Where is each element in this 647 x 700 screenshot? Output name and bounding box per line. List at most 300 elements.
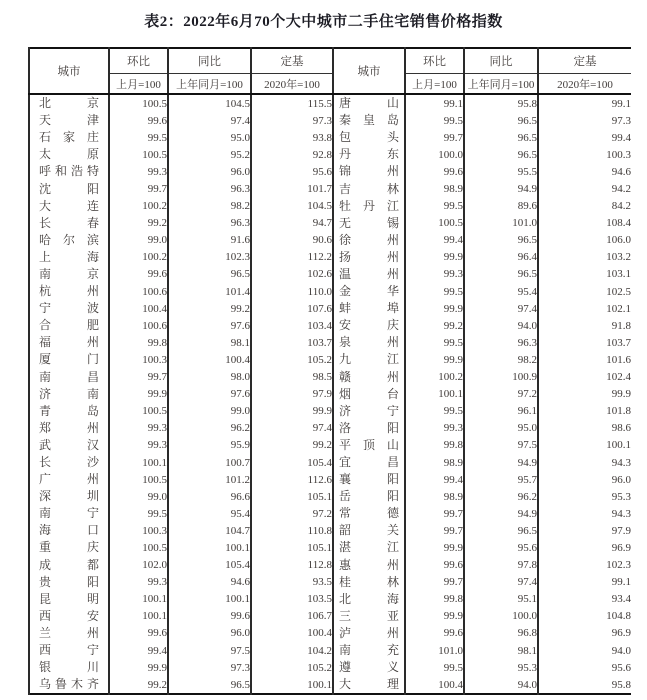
yoy-value-right: 95.4 [464,283,538,300]
yoy-value-right: 95.0 [464,420,538,437]
table-row [29,215,631,232]
city-cell-right [333,676,405,694]
city-name-right: 韶关 [339,523,399,538]
yoy-value-right: 94.9 [464,180,538,197]
city-name-left: 西宁 [39,643,99,658]
mom-value-left: 99.6 [109,625,168,642]
yoy-value-left: 101.4 [168,283,251,300]
city-name-right: 牡丹江 [339,198,399,213]
yoy-value-right: 95.6 [464,539,538,556]
yoy-value-right: 97.2 [464,386,538,403]
mom-value-left: 99.3 [109,163,168,180]
mom-value-left: 99.5 [109,129,168,146]
city-name-left: 乌鲁木齐 [39,677,99,692]
yoy-value-left: 100.7 [168,454,251,471]
base-value-left: 99.9 [251,403,333,420]
yoy-value-left: 99.0 [168,403,251,420]
base-value-right: 104.8 [538,608,631,625]
city-cell-left [29,300,109,317]
base-value-left: 100.1 [251,676,333,694]
yoy-value-left: 96.3 [168,180,251,197]
city-cell-left [29,488,109,505]
city-name-right: 秦皇岛 [339,113,399,128]
base-value-left: 99.2 [251,437,333,454]
city-name-left: 哈尔滨 [39,232,99,247]
base-value-right: 94.2 [538,180,631,197]
yoy-value-left: 96.6 [168,488,251,505]
yoy-value-left: 98.1 [168,334,251,351]
yoy-value-right: 94.9 [464,454,538,471]
city-cell-right [333,608,405,625]
base-value-left: 97.4 [251,420,333,437]
base-value-right: 101.8 [538,403,631,420]
mom-value-left: 99.6 [109,112,168,129]
city-name-right: 吉林 [339,181,399,196]
yoy-value-right: 97.5 [464,437,538,454]
city-name-left: 南京 [39,266,99,281]
yoy-value-right: 94.9 [464,505,538,522]
city-cell-right [333,557,405,574]
city-name-left: 合肥 [39,318,99,333]
mom-value-left: 100.5 [109,146,168,163]
mom-value-left: 100.4 [109,300,168,317]
col-header-city-right: 城市 [333,48,405,94]
mom-value-left: 100.5 [109,94,168,112]
mom-value-left: 100.6 [109,283,168,300]
table-row [29,283,631,300]
yoy-value-left: 97.6 [168,317,251,334]
mom-value-left: 100.6 [109,317,168,334]
city-cell-right [333,283,405,300]
mom-value-right: 99.5 [405,198,464,215]
city-cell-left [29,471,109,488]
city-cell-right [333,232,405,249]
city-name-left: 重庆 [39,540,99,555]
city-cell-right [333,505,405,522]
yoy-value-left: 95.4 [168,505,251,522]
table-row [29,112,631,129]
table-row [29,608,631,625]
city-cell-left [29,249,109,266]
yoy-value-right: 96.5 [464,112,538,129]
mom-value-left: 100.3 [109,351,168,368]
yoy-value-right: 98.1 [464,642,538,659]
yoy-value-left: 91.6 [168,232,251,249]
city-name-right: 赣州 [339,369,399,384]
base-value-right: 96.9 [538,625,631,642]
base-value-left: 105.1 [251,488,333,505]
city-cell-right [333,129,405,146]
city-name-left: 昆明 [39,591,99,606]
mom-value-left: 100.2 [109,198,168,215]
city-cell-left [29,386,109,403]
mom-value-right: 99.1 [405,94,464,112]
city-name-left: 天津 [39,113,99,128]
table-row [29,317,631,334]
city-name-left: 厦门 [39,352,99,367]
table-row [29,505,631,522]
city-name-right: 安庆 [339,318,399,333]
mom-value-right: 99.9 [405,351,464,368]
col-subheader-base-left: 2020年=100 [251,74,333,95]
city-name-left: 郑州 [39,420,99,435]
base-value-right: 91.8 [538,317,631,334]
city-name-right: 扬州 [339,249,399,264]
base-value-right: 94.6 [538,163,631,180]
city-name-left: 宁波 [39,301,99,316]
price-index-table [28,47,631,695]
mom-value-right: 99.5 [405,659,464,676]
base-value-left: 112.8 [251,557,333,574]
col-header-mom-right: 环比 [405,48,464,74]
base-value-right: 102.5 [538,283,631,300]
col-header-yoy-left: 同比 [168,48,251,74]
base-value-left: 103.4 [251,317,333,334]
base-value-left: 112.6 [251,471,333,488]
base-value-left: 93.5 [251,574,333,591]
city-cell-right [333,215,405,232]
table-row [29,437,631,454]
city-cell-left [29,574,109,591]
base-value-right: 95.3 [538,488,631,505]
base-value-right: 103.7 [538,334,631,351]
city-cell-left [29,625,109,642]
base-value-right: 96.9 [538,539,631,556]
base-value-left: 105.4 [251,454,333,471]
yoy-value-right: 98.2 [464,351,538,368]
mom-value-right: 98.9 [405,454,464,471]
base-value-right: 94.0 [538,642,631,659]
city-name-right: 丹东 [339,147,399,162]
city-name-right: 遵义 [339,660,399,675]
yoy-value-right: 100.0 [464,608,538,625]
mom-value-right: 99.9 [405,249,464,266]
base-value-right: 102.3 [538,557,631,574]
city-cell-right [333,300,405,317]
base-value-right: 94.3 [538,454,631,471]
base-value-right: 100.1 [538,437,631,454]
city-name-right: 九江 [339,352,399,367]
city-name-left: 沈阳 [39,181,99,196]
table-row [29,488,631,505]
yoy-value-left: 96.0 [168,625,251,642]
city-cell-right [333,403,405,420]
mom-value-right: 99.5 [405,403,464,420]
yoy-value-left: 102.3 [168,249,251,266]
city-name-left: 深圳 [39,489,99,504]
table-row [29,129,631,146]
yoy-value-right: 100.9 [464,369,538,386]
city-cell-left [29,334,109,351]
table-row [29,471,631,488]
mom-value-left: 100.1 [109,591,168,608]
city-name-right: 温州 [339,266,399,281]
mom-value-left: 102.0 [109,557,168,574]
base-value-right: 84.2 [538,198,631,215]
city-name-left: 太原 [39,147,99,162]
city-cell-left [29,180,109,197]
yoy-value-left: 96.2 [168,420,251,437]
col-header-mom-left: 环比 [109,48,168,74]
yoy-value-left: 105.4 [168,557,251,574]
city-name-left: 兰州 [39,625,99,640]
base-value-left: 115.5 [251,94,333,112]
city-cell-right [333,625,405,642]
city-name-right: 无锡 [339,215,399,230]
base-value-right: 96.0 [538,471,631,488]
city-name-left: 济南 [39,386,99,401]
col-header-base-right: 定基 [538,48,631,74]
city-name-right: 烟台 [339,386,399,401]
mom-value-left: 99.4 [109,642,168,659]
yoy-value-right: 96.5 [464,129,538,146]
base-value-left: 102.6 [251,266,333,283]
city-name-right: 南充 [339,643,399,658]
city-cell-left [29,215,109,232]
mom-value-left: 99.0 [109,232,168,249]
base-value-left: 97.9 [251,386,333,403]
base-value-left: 103.5 [251,591,333,608]
table-row [29,403,631,420]
yoy-value-right: 96.8 [464,625,538,642]
yoy-value-right: 96.3 [464,334,538,351]
mom-value-right: 98.9 [405,488,464,505]
mom-value-left: 99.7 [109,369,168,386]
city-name-left: 银川 [39,660,99,675]
city-name-right: 平顶山 [339,437,399,452]
city-name-left: 广州 [39,472,99,487]
col-subheader-mom-left: 上月=100 [109,74,168,95]
table-row [29,642,631,659]
table-row [29,574,631,591]
header-row-main [29,48,631,74]
city-name-right: 唐山 [339,96,399,111]
table-row [29,539,631,556]
base-value-right: 108.4 [538,215,631,232]
mom-value-right: 100.4 [405,676,464,694]
base-value-right: 97.3 [538,112,631,129]
yoy-value-right: 95.7 [464,471,538,488]
table-row [29,232,631,249]
city-cell-right [333,334,405,351]
city-cell-right [333,369,405,386]
city-name-left: 南宁 [39,506,99,521]
base-value-right: 93.4 [538,591,631,608]
table-row [29,94,631,112]
mom-value-right: 99.8 [405,591,464,608]
yoy-value-right: 96.5 [464,232,538,249]
base-value-right: 99.4 [538,129,631,146]
base-value-left: 105.2 [251,351,333,368]
base-value-left: 95.6 [251,163,333,180]
mom-value-right: 99.5 [405,283,464,300]
city-cell-left [29,659,109,676]
yoy-value-right: 101.0 [464,215,538,232]
city-cell-right [333,539,405,556]
mom-value-left: 99.7 [109,180,168,197]
city-cell-right [333,198,405,215]
col-subheader-yoy-left: 上年同月=100 [168,74,251,95]
yoy-value-left: 101.2 [168,471,251,488]
city-cell-left [29,403,109,420]
table-row [29,557,631,574]
base-value-left: 104.5 [251,198,333,215]
mom-value-left: 99.2 [109,676,168,694]
mom-value-left: 100.5 [109,471,168,488]
table-row [29,146,631,163]
city-cell-right [333,386,405,403]
yoy-value-right: 89.6 [464,198,538,215]
city-name-left: 海口 [39,523,99,538]
table-row [29,180,631,197]
base-value-right: 106.0 [538,232,631,249]
city-cell-left [29,129,109,146]
yoy-value-right: 96.5 [464,146,538,163]
base-value-left: 93.8 [251,129,333,146]
table-row [29,386,631,403]
city-cell-right [333,659,405,676]
mom-value-right: 99.5 [405,112,464,129]
mom-value-left: 99.3 [109,420,168,437]
city-name-left: 大连 [39,198,99,213]
yoy-value-left: 99.2 [168,300,251,317]
col-subheader-yoy-right: 上年同月=100 [464,74,538,95]
yoy-value-right: 96.5 [464,522,538,539]
yoy-value-right: 95.1 [464,591,538,608]
base-value-right: 95.8 [538,676,631,694]
city-cell-left [29,198,109,215]
yoy-value-left: 96.3 [168,215,251,232]
city-cell-left [29,454,109,471]
city-cell-left [29,369,109,386]
table-row [29,676,631,694]
yoy-value-right: 95.8 [464,94,538,112]
mom-value-left: 99.3 [109,574,168,591]
city-name-left: 成都 [39,557,99,572]
city-cell-left [29,539,109,556]
city-cell-right [333,112,405,129]
base-value-right: 99.1 [538,574,631,591]
city-name-left: 青岛 [39,403,99,418]
mom-value-left: 100.1 [109,454,168,471]
mom-value-right: 99.2 [405,317,464,334]
mom-value-left: 100.5 [109,539,168,556]
base-value-right: 94.3 [538,505,631,522]
base-value-left: 105.1 [251,539,333,556]
base-value-right: 103.1 [538,266,631,283]
table-row [29,198,631,215]
mom-value-right: 100.5 [405,215,464,232]
city-name-left: 呼和浩特 [39,164,99,179]
city-cell-left [29,591,109,608]
yoy-value-right: 95.5 [464,163,538,180]
table-row [29,163,631,180]
mom-value-right: 99.9 [405,539,464,556]
city-cell-left [29,522,109,539]
mom-value-right: 100.2 [405,369,464,386]
base-value-left: 103.7 [251,334,333,351]
city-name-right: 常德 [339,506,399,521]
mom-value-left: 100.1 [109,608,168,625]
mom-value-right: 101.0 [405,642,464,659]
col-header-city-left: 城市 [29,48,109,94]
mom-value-right: 99.9 [405,608,464,625]
col-header-yoy-right: 同比 [464,48,538,74]
city-name-right: 蚌埠 [339,301,399,316]
city-name-left: 长沙 [39,455,99,470]
base-value-left: 97.3 [251,112,333,129]
yoy-value-left: 98.0 [168,369,251,386]
base-value-left: 110.0 [251,283,333,300]
base-value-left: 98.5 [251,369,333,386]
mom-value-left: 99.5 [109,505,168,522]
base-value-left: 105.2 [251,659,333,676]
city-cell-left [29,437,109,454]
base-value-left: 112.2 [251,249,333,266]
city-name-right: 岳阳 [339,489,399,504]
city-name-right: 大理 [339,677,399,692]
table-row [29,522,631,539]
yoy-value-right: 95.3 [464,659,538,676]
city-cell-left [29,163,109,180]
city-name-left: 石家庄 [39,130,99,145]
base-value-right: 97.9 [538,522,631,539]
mom-value-right: 100.0 [405,146,464,163]
city-cell-left [29,94,109,112]
base-value-left: 101.7 [251,180,333,197]
city-name-right: 惠州 [339,557,399,572]
mom-value-right: 99.8 [405,437,464,454]
yoy-value-left: 96.0 [168,163,251,180]
base-value-left: 92.8 [251,146,333,163]
yoy-value-left: 97.5 [168,642,251,659]
yoy-value-left: 100.1 [168,539,251,556]
city-cell-right [333,351,405,368]
base-value-right: 102.1 [538,300,631,317]
base-value-left: 94.7 [251,215,333,232]
city-name-right: 洛阳 [339,420,399,435]
city-name-right: 济宁 [339,403,399,418]
city-cell-right [333,180,405,197]
yoy-value-left: 100.1 [168,591,251,608]
mom-value-right: 99.7 [405,522,464,539]
yoy-value-right: 96.1 [464,403,538,420]
city-cell-right [333,146,405,163]
city-name-right: 泉州 [339,335,399,350]
table-row [29,659,631,676]
city-cell-left [29,608,109,625]
base-value-right: 100.3 [538,146,631,163]
base-value-right: 102.4 [538,369,631,386]
table-row [29,300,631,317]
yoy-value-left: 96.5 [168,266,251,283]
base-value-left: 90.6 [251,232,333,249]
city-name-left: 上海 [39,249,99,264]
mom-value-right: 99.7 [405,129,464,146]
yoy-value-right: 97.4 [464,300,538,317]
city-cell-right [333,317,405,334]
mom-value-right: 99.3 [405,266,464,283]
table-row [29,420,631,437]
city-cell-left [29,112,109,129]
mom-value-left: 99.2 [109,215,168,232]
city-name-right: 宜昌 [339,455,399,470]
city-name-right: 徐州 [339,232,399,247]
yoy-value-left: 100.4 [168,351,251,368]
yoy-value-left: 97.4 [168,112,251,129]
yoy-value-left: 94.6 [168,574,251,591]
base-value-left: 97.2 [251,505,333,522]
